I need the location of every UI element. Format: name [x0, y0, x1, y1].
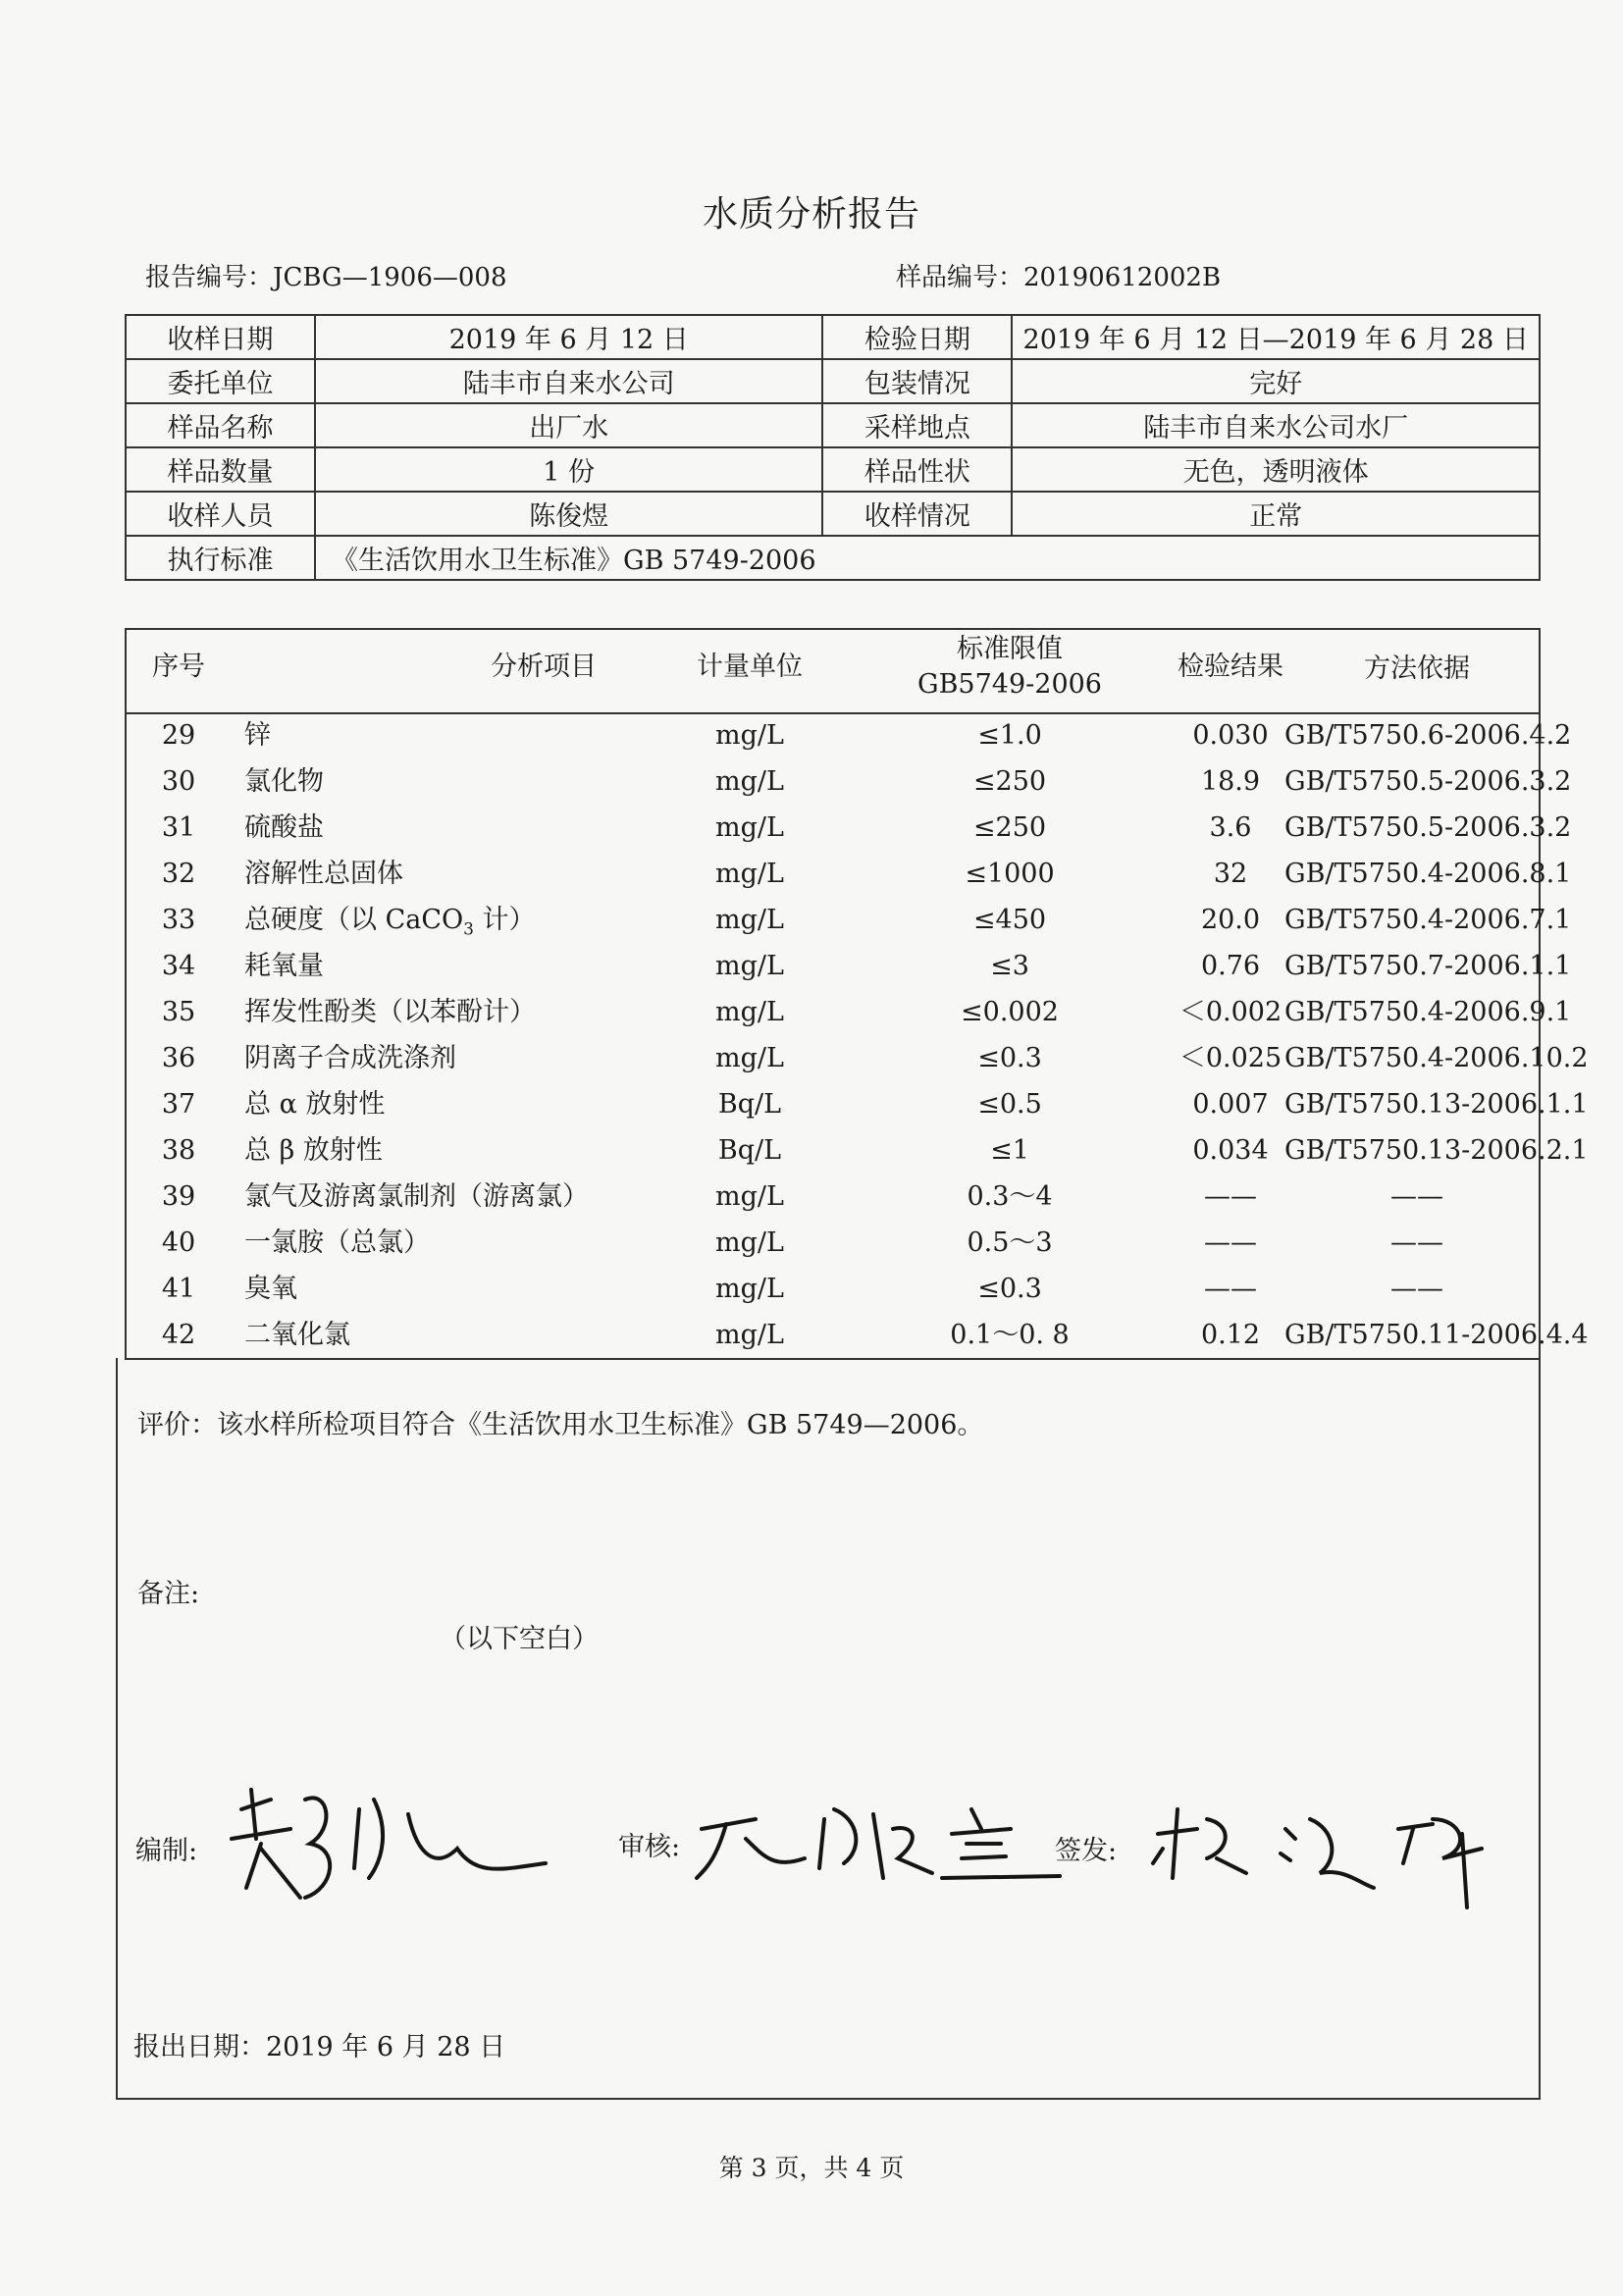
receive-status-value: 正常 [1012, 492, 1540, 536]
row-result: —— [1204, 1227, 1257, 1258]
row-item: 阴离子合成洗涤剂 [244, 1043, 456, 1073]
result-row [127, 1081, 1589, 1127]
issuer-signature [1138, 1790, 1550, 1917]
row-unit: mg/L [715, 951, 784, 981]
header-item: 分析项目 [491, 652, 597, 682]
row-method: GB/T5750.4-2006.8.1 [1284, 859, 1572, 889]
row-method: GB/T5750.11-2006.4.4 [1284, 1320, 1589, 1350]
row-result: 20.0 [1200, 905, 1261, 935]
reviewer-signature [687, 1790, 1079, 1898]
appearance-label: 样品性状 [822, 447, 1012, 492]
row-item: 总 α 放射性 [244, 1089, 386, 1120]
result-row [127, 851, 1572, 897]
compiler-label: 编制: [135, 1836, 198, 1866]
row-limit: ≤1000 [965, 859, 1055, 889]
sample-number [896, 257, 1221, 293]
row-result: 0.034 [1192, 1135, 1269, 1166]
header-method: 方法依据 [1364, 653, 1470, 684]
row-method: GB/T5750.5-2006.3.2 [1284, 766, 1572, 797]
row-item-text: 总硬度（以 CaCO [244, 905, 464, 935]
receive-status-label: 收样情况 [822, 492, 1012, 536]
row-no: 30 [161, 766, 196, 797]
result-row [127, 1127, 1589, 1174]
row-item-text-end: 计） [473, 905, 536, 935]
row-item: 氯化物 [244, 766, 324, 797]
standard-value: 《生活饮用水卫生标准》GB 5749-2006 [315, 536, 1540, 580]
row-unit: mg/L [715, 720, 784, 751]
row-method: GB/T5750.4-2006.9.1 [1284, 997, 1572, 1027]
row-result: 3.6 [1209, 812, 1252, 843]
row-no: 40 [161, 1227, 196, 1258]
row-item: 二氧化氯 [244, 1320, 350, 1350]
receive-date-label: 收样日期 [126, 315, 315, 359]
result-row [127, 897, 1572, 943]
quantity-label: 样品数量 [126, 447, 315, 492]
package-label: 包装情况 [822, 359, 1012, 403]
row-no: 31 [161, 812, 196, 843]
results-table [125, 628, 1589, 1360]
row-result: 0.12 [1200, 1320, 1261, 1350]
row-no: 37 [161, 1089, 196, 1120]
row-unit: mg/L [715, 859, 784, 889]
test-date-value: 2019 年 6 月 12 日—2019 年 6 月 28 日 [1012, 315, 1540, 359]
row-result: 0.030 [1192, 720, 1269, 751]
header-limit [892, 632, 1127, 704]
row-limit: ≤0.3 [977, 1274, 1042, 1304]
row-no: 36 [161, 1043, 196, 1073]
evaluation-text: 评价：该水样所检项目符合《生活饮用水卫生标准》GB 5749—2006。 [137, 1410, 984, 1440]
result-row [127, 1312, 1589, 1358]
row-result: 0.76 [1200, 951, 1261, 981]
quantity-value: 1 份 [315, 447, 822, 492]
row-unit: mg/L [715, 812, 784, 843]
result-row [127, 1266, 1539, 1312]
package-value: 完好 [1012, 359, 1540, 403]
row-no: 39 [161, 1181, 196, 1212]
header-limit-line1: 标准限值 [957, 634, 1063, 664]
row-item: 一氯胺（总氯） [244, 1227, 430, 1258]
appearance-value: 无色，透明液体 [1012, 447, 1540, 492]
report-title: 水质分析报告 [702, 194, 920, 235]
row-unit: mg/L [715, 997, 784, 1027]
row-limit: 0.3～4 [967, 1181, 1053, 1212]
standard-label: 执行标准 [126, 536, 315, 580]
row-no: 38 [161, 1135, 196, 1166]
row-method: —— [1390, 1274, 1443, 1304]
row-limit: ≤3 [990, 951, 1029, 981]
row-no: 42 [161, 1320, 196, 1350]
row-unit: Bq/L [717, 1089, 782, 1120]
row-method: GB/T5750.6-2006.4.2 [1284, 720, 1572, 751]
result-row [127, 805, 1572, 851]
test-date-label: 检验日期 [822, 315, 1012, 359]
result-row [127, 989, 1572, 1035]
conclusion-box [116, 1358, 1541, 2100]
reviewer-label: 审核: [618, 1832, 681, 1862]
row-item: 总 β 放射性 [244, 1135, 383, 1166]
row-no: 35 [161, 997, 196, 1027]
issuer-label: 签发: [1055, 1836, 1118, 1866]
remarks-label: 备注: [137, 1579, 200, 1609]
row-item: 耗氧量 [244, 951, 324, 981]
row-unit: mg/L [715, 1320, 784, 1350]
row-limit: 0.1～0. 8 [950, 1320, 1070, 1350]
row-no: 34 [161, 951, 196, 981]
result-row [127, 1220, 1539, 1266]
row-limit: ≤250 [972, 812, 1047, 843]
row-unit: Bq/L [717, 1135, 782, 1166]
sample-number-value: 20190612002B [1023, 263, 1222, 292]
sample-name-value: 出厂水 [315, 403, 822, 447]
compiler-signature [212, 1770, 575, 1907]
row-limit: ≤0.002 [961, 997, 1059, 1027]
row-item: 锌 [244, 720, 271, 751]
row-limit: ≤1.0 [977, 720, 1042, 751]
sample-name-label: 样品名称 [126, 403, 315, 447]
header-result: 检验结果 [1178, 652, 1283, 682]
row-unit: mg/L [715, 1227, 784, 1258]
row-no: 32 [161, 859, 196, 889]
row-item: 臭氧 [244, 1274, 297, 1304]
header-unit: 计量单位 [697, 652, 803, 682]
row-method: GB/T5750.13-2006.2.1 [1284, 1135, 1589, 1166]
row-method: GB/T5750.4-2006.10.2 [1284, 1043, 1589, 1073]
row-limit: ≤250 [972, 766, 1047, 797]
sampling-site-value: 陆丰市自来水公司水厂 [1012, 403, 1540, 447]
blank-note: （以下空白） [440, 1624, 599, 1654]
receiver-label: 收样人员 [126, 492, 315, 536]
results-table-header [127, 630, 1539, 714]
row-method: GB/T5750.4-2006.7.1 [1284, 905, 1572, 935]
row-item: 溶解性总固体 [244, 859, 403, 889]
row-method: GB/T5750.13-2006.1.1 [1284, 1089, 1589, 1120]
row-method: —— [1390, 1181, 1443, 1212]
row-item: 氯气及游离氯制剂（游离氯） [244, 1181, 589, 1212]
report-number-value: JCBG—1906—008 [273, 263, 507, 292]
row-unit: mg/L [715, 766, 784, 797]
sample-info-table [125, 314, 1541, 581]
row-item: 硫酸盐 [244, 812, 324, 843]
receive-date-value: 2019 年 6 月 12 日 [315, 315, 822, 359]
result-row [127, 1174, 1539, 1220]
report-number-label: 报告编号： [145, 263, 274, 292]
row-unit: mg/L [715, 905, 784, 935]
row-limit: ≤0.5 [977, 1089, 1042, 1120]
row-result: 32 [1213, 859, 1248, 889]
result-row [127, 758, 1572, 805]
row-item-subscript: 3 [463, 919, 474, 940]
row-limit: ≤0.3 [977, 1043, 1042, 1073]
page-footer: 第 3 页，共 4 页 [718, 2154, 905, 2182]
row-result: ＜0.002 [1178, 997, 1283, 1027]
row-limit: ≤450 [972, 905, 1047, 935]
row-method: GB/T5750.7-2006.1.1 [1284, 951, 1572, 981]
row-item: 挥发性酚类（以苯酚计） [244, 997, 536, 1027]
row-result: —— [1204, 1274, 1257, 1304]
row-no: 33 [161, 905, 196, 935]
client-label: 委托单位 [126, 359, 315, 403]
row-no: 29 [161, 720, 196, 751]
row-method: GB/T5750.5-2006.3.2 [1284, 812, 1572, 843]
row-limit: 0.5～3 [967, 1227, 1053, 1258]
row-limit: ≤1 [990, 1135, 1029, 1166]
row-no: 41 [161, 1274, 196, 1304]
header-no: 序号 [152, 652, 205, 682]
result-row [127, 712, 1572, 758]
row-unit: mg/L [715, 1043, 784, 1073]
row-unit: mg/L [715, 1181, 784, 1212]
row-result: —— [1204, 1181, 1257, 1212]
row-result: 18.9 [1200, 766, 1261, 797]
row-method: —— [1390, 1227, 1443, 1258]
sampling-site-label: 采样地点 [822, 403, 1012, 447]
sample-number-label: 样品编号： [896, 263, 1024, 292]
issue-date: 报出日期：2019 年 6 月 28 日 [133, 2032, 506, 2062]
receiver-value: 陈俊煜 [315, 492, 822, 536]
result-row [127, 1035, 1589, 1081]
report-number [145, 257, 506, 293]
client-value: 陆丰市自来水公司 [315, 359, 822, 403]
header-limit-line2: GB5749-2006 [917, 669, 1102, 701]
row-unit: mg/L [715, 1274, 784, 1304]
row-result: ＜0.025 [1178, 1043, 1283, 1073]
result-row [127, 943, 1572, 989]
row-result: 0.007 [1192, 1089, 1269, 1120]
